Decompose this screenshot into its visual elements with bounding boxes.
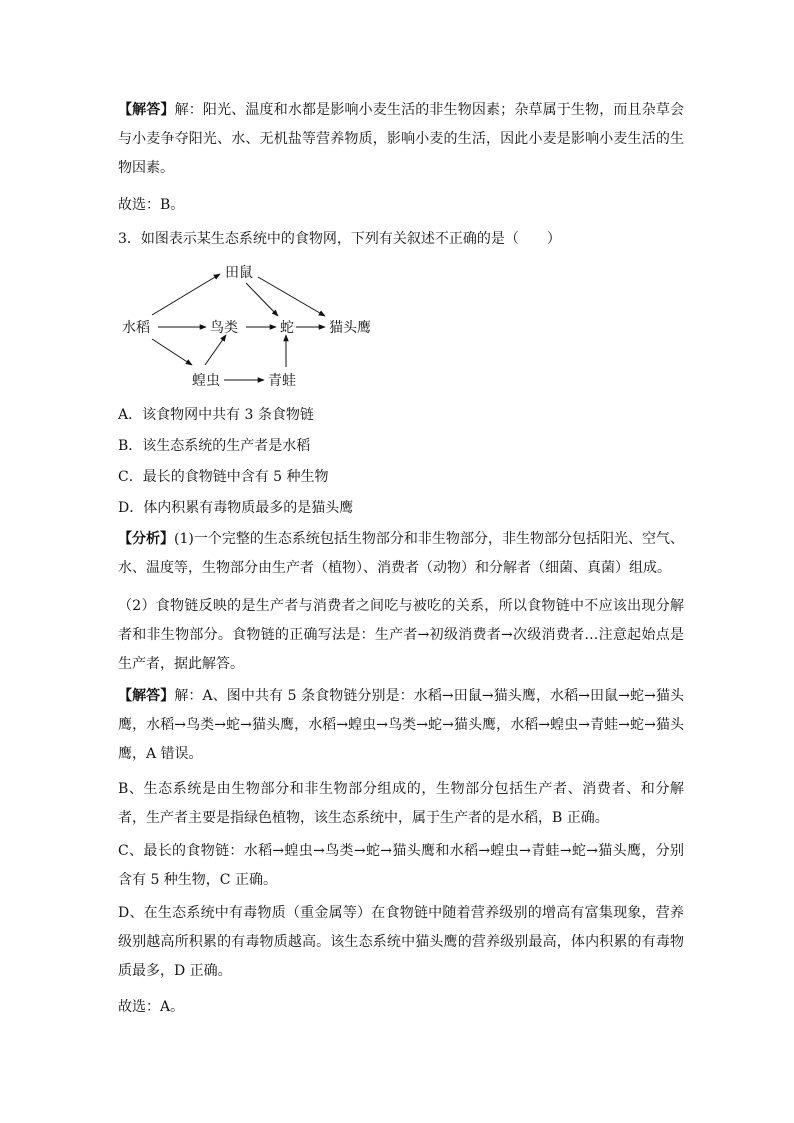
answer-choice: 故选：B。 [118,197,185,213]
node-maotouying: 猫头鹰 [329,320,371,336]
solution-paragraph-b: B、生态系统是由生物部分和非生物部分组成的，生物部分包括生产者、消费者、和分解者，生产者主要是指绿色植物，该生态系统中，属于生产者的是水稻，B 正确。 [118,781,684,826]
option-d: D．体内积累有毒物质最多的是猫头鹰 [118,500,354,516]
node-qingwa: 青蛙 [268,373,296,389]
option-a: A．该食物网中共有 3 条食物链 [118,407,314,423]
arrow-huangchong-niaolei [205,335,226,365]
solution-paragraph-c: C、最长的食物链：水稻→蝗虫→鸟类→蛇→猫头鹰和水稻→蝗虫→青蛙→蛇→猫头鹰，分别含有 5 种生物，C 正确。 [118,843,684,888]
arrow-shuidao-huangchong [152,339,192,365]
analysis-tag: 【分析】 [118,531,175,547]
option-c: C．最长的食物链中含有 5 种生物 [118,469,329,485]
arrow-tianshu-she [246,283,278,316]
solution-tag: 【解答】 [118,688,175,704]
node-shuidao: 水稻 [122,320,150,336]
answer-tag: 【解答】 [118,102,175,118]
arrow-tianshu-maotouying [258,277,325,316]
food-web-diagram [118,255,398,395]
solution-text-a: 解：A、图中共有 5 条食物链分别是：水稻→田鼠→猫头鹰，水稻→田鼠→蛇→猫头鹰，水稻→鸟类→蛇→猫头鹰，水稻→蝗虫→鸟类→蛇→猫头鹰，水稻→蝗虫→青蛙→蛇→猫头鹰，A 错误。 [118,688,685,762]
solution-choice: 故选：A。 [118,999,185,1015]
question-stem: 3．如图表示某生态系统中的食物网，下列有关叙述不正确的是（ ） [118,231,561,247]
arrow-shuidao-tianshu [152,274,220,315]
node-tianshu: 田鼠 [225,265,253,281]
analysis-paragraph-2: （2）食物链反映的是生产者与消费者之间吃与被吃的关系，所以食物链中不应该出现分解者和非生物部分。食物链的正确写法是：生产者→初级消费者→次级消费者…注意起始点是生产者，据此解答。 [118,598,684,672]
node-she: 蛇 [280,320,294,336]
answer-paragraph [118,96,684,183]
solution-paragraph-a [118,682,684,769]
analysis-text-1: (1)一个完整的生态系统包括生物部分和非生物部分，非生物部分包括阳光、空气、水、温度等，生物部分由生产者（植物）、消费者（动物）和分解者（细菌、真菌）组成。 [118,531,685,576]
node-niaolei: 鸟类 [210,320,238,336]
answer-text: 解：阳光、温度和水都是影响小麦生活的非生物因素；杂草属于生物，而且杂草会与小麦争夺阳光、水、无机盐等营养物质，影响小麦的生活，因此小麦是影响小麦生活的生物因素。 [118,102,685,176]
solution-paragraph-d: D、在生态系统中有毒物质（重金属等）在食物链中随着营养级别的增高有富集现象，营养级别越高所积累的有毒物质越高。该生态系统中猫头鹰的营养级别最高，体内积累的有毒物质最多，D 正确。 [118,905,684,979]
option-b: B．该生态系统的生产者是水稻 [118,438,311,454]
analysis-paragraph-1 [118,525,684,583]
node-huangchong: 蝗虫 [192,373,220,389]
